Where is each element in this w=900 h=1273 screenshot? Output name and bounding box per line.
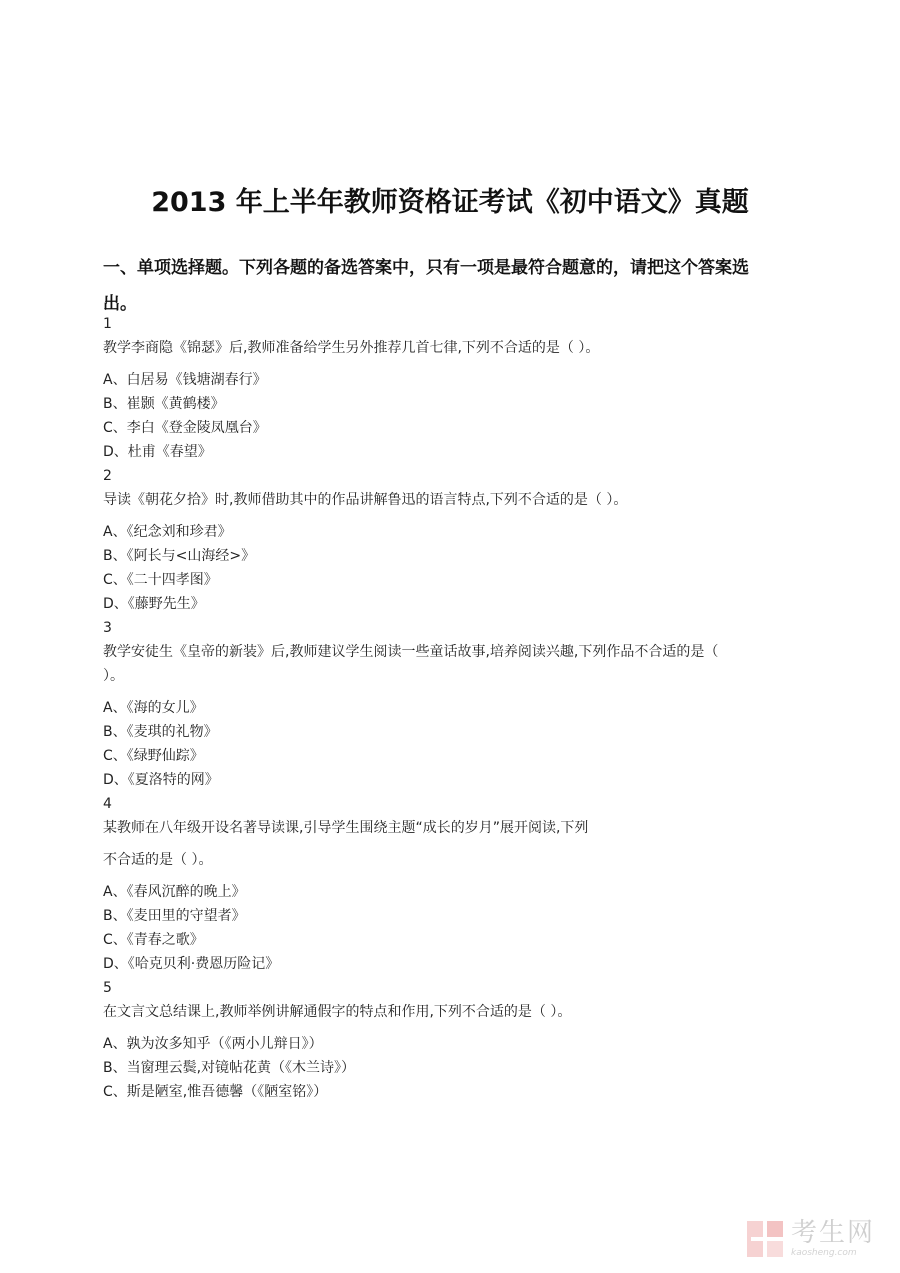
- question-stem: [103, 488, 803, 512]
- answer-option: B、当窗理云鬓,对镜帖花黄（《木兰诗》）: [103, 1060, 356, 1076]
- answer-option: C、《青春之歌》: [103, 932, 204, 948]
- question-stem-line: 某教师在八年级开设名著导读课,引导学生围绕主题“成长的岁月”展开阅读,下列: [103, 820, 589, 836]
- question-number: 5: [103, 980, 112, 996]
- question-stem-line: ）。: [103, 668, 124, 684]
- answer-option: C、斯是陋室,惟吾德馨（《陋室铭》）: [103, 1084, 328, 1100]
- answer-option: D、杜甫《春望》: [103, 444, 212, 460]
- watermark-domain: kaosheng.com: [790, 1248, 857, 1258]
- question-stem-line: 不合适的是（ ）。: [103, 852, 213, 868]
- question-5: [103, 976, 803, 1104]
- watermark: [745, 1218, 875, 1259]
- question-stem-line: 在文言文总结课上,教师举例讲解通假字的特点和作用,下列不合适的是（ ）。: [103, 1004, 572, 1020]
- watermark-text: 考生网: [790, 1218, 875, 1248]
- question-3: [103, 616, 803, 792]
- section-heading-line-2: 出。: [103, 294, 137, 314]
- answer-option: A、《海的女儿》: [103, 700, 204, 716]
- question-stem: [103, 336, 803, 360]
- question-stem-line: 教学安徒生《皇帝的新装》后,教师建议学生阅读一些童话故事,培养阅读兴趣,下列作品不合适的是（: [103, 644, 719, 660]
- answer-option: C、《绿野仙踪》: [103, 748, 204, 764]
- question-number: 1: [103, 316, 112, 332]
- question-stem-gap: [103, 840, 803, 848]
- question-number: 4: [103, 796, 112, 812]
- page-title: 2013 年上半年教师资格证考试《初中语文》真题: [151, 187, 749, 218]
- answer-option: D、《哈克贝利·费恩历险记》: [103, 956, 280, 972]
- answer-option: B、《麦琪的礼物》: [103, 724, 218, 740]
- question-2: [103, 464, 803, 616]
- answer-option: A、白居易《钱塘湖春行》: [103, 372, 267, 388]
- answer-option: A、孰为汝多知乎（《两小儿辩日》）: [103, 1036, 323, 1052]
- answer-option: B、崔颢《黄鹤楼》: [103, 396, 225, 412]
- question-stem-line: 导读《朝花夕拾》时,教师借助其中的作品讲解鲁迅的语言特点,下列不合适的是（ ）。: [103, 492, 628, 508]
- answer-option: D、《藤野先生》: [103, 596, 205, 612]
- answer-option: B、《麦田里的守望者》: [103, 908, 246, 924]
- section-heading-line-1: 一、单项选择题。下列各题的备选答案中，只有一项是最符合题意的，请把这个答案选: [103, 258, 749, 278]
- question-1: [103, 312, 803, 464]
- question-4: [103, 792, 803, 976]
- question-number: 2: [103, 468, 112, 484]
- question-stem: [103, 640, 803, 688]
- kaosheng-logo-icon: [745, 1219, 785, 1259]
- answer-option: C、《二十四孝图》: [103, 572, 218, 588]
- question-number: 3: [103, 620, 112, 636]
- answer-option: B、《阿长与<山海经>》: [103, 548, 256, 564]
- answer-option: C、李白《登金陵凤凰台》: [103, 420, 267, 436]
- question-stem: [103, 1000, 803, 1024]
- answer-option: A、《纪念刘和珍君》: [103, 524, 232, 540]
- question-stem: [103, 816, 803, 872]
- question-list: [103, 312, 803, 1104]
- answer-option: A、《春风沉醉的晚上》: [103, 884, 246, 900]
- answer-option: D、《夏洛特的网》: [103, 772, 219, 788]
- question-stem-line: 教学李商隐《锦瑟》后,教师准备给学生另外推荐几首七律,下列不合适的是（ ）。: [103, 340, 600, 356]
